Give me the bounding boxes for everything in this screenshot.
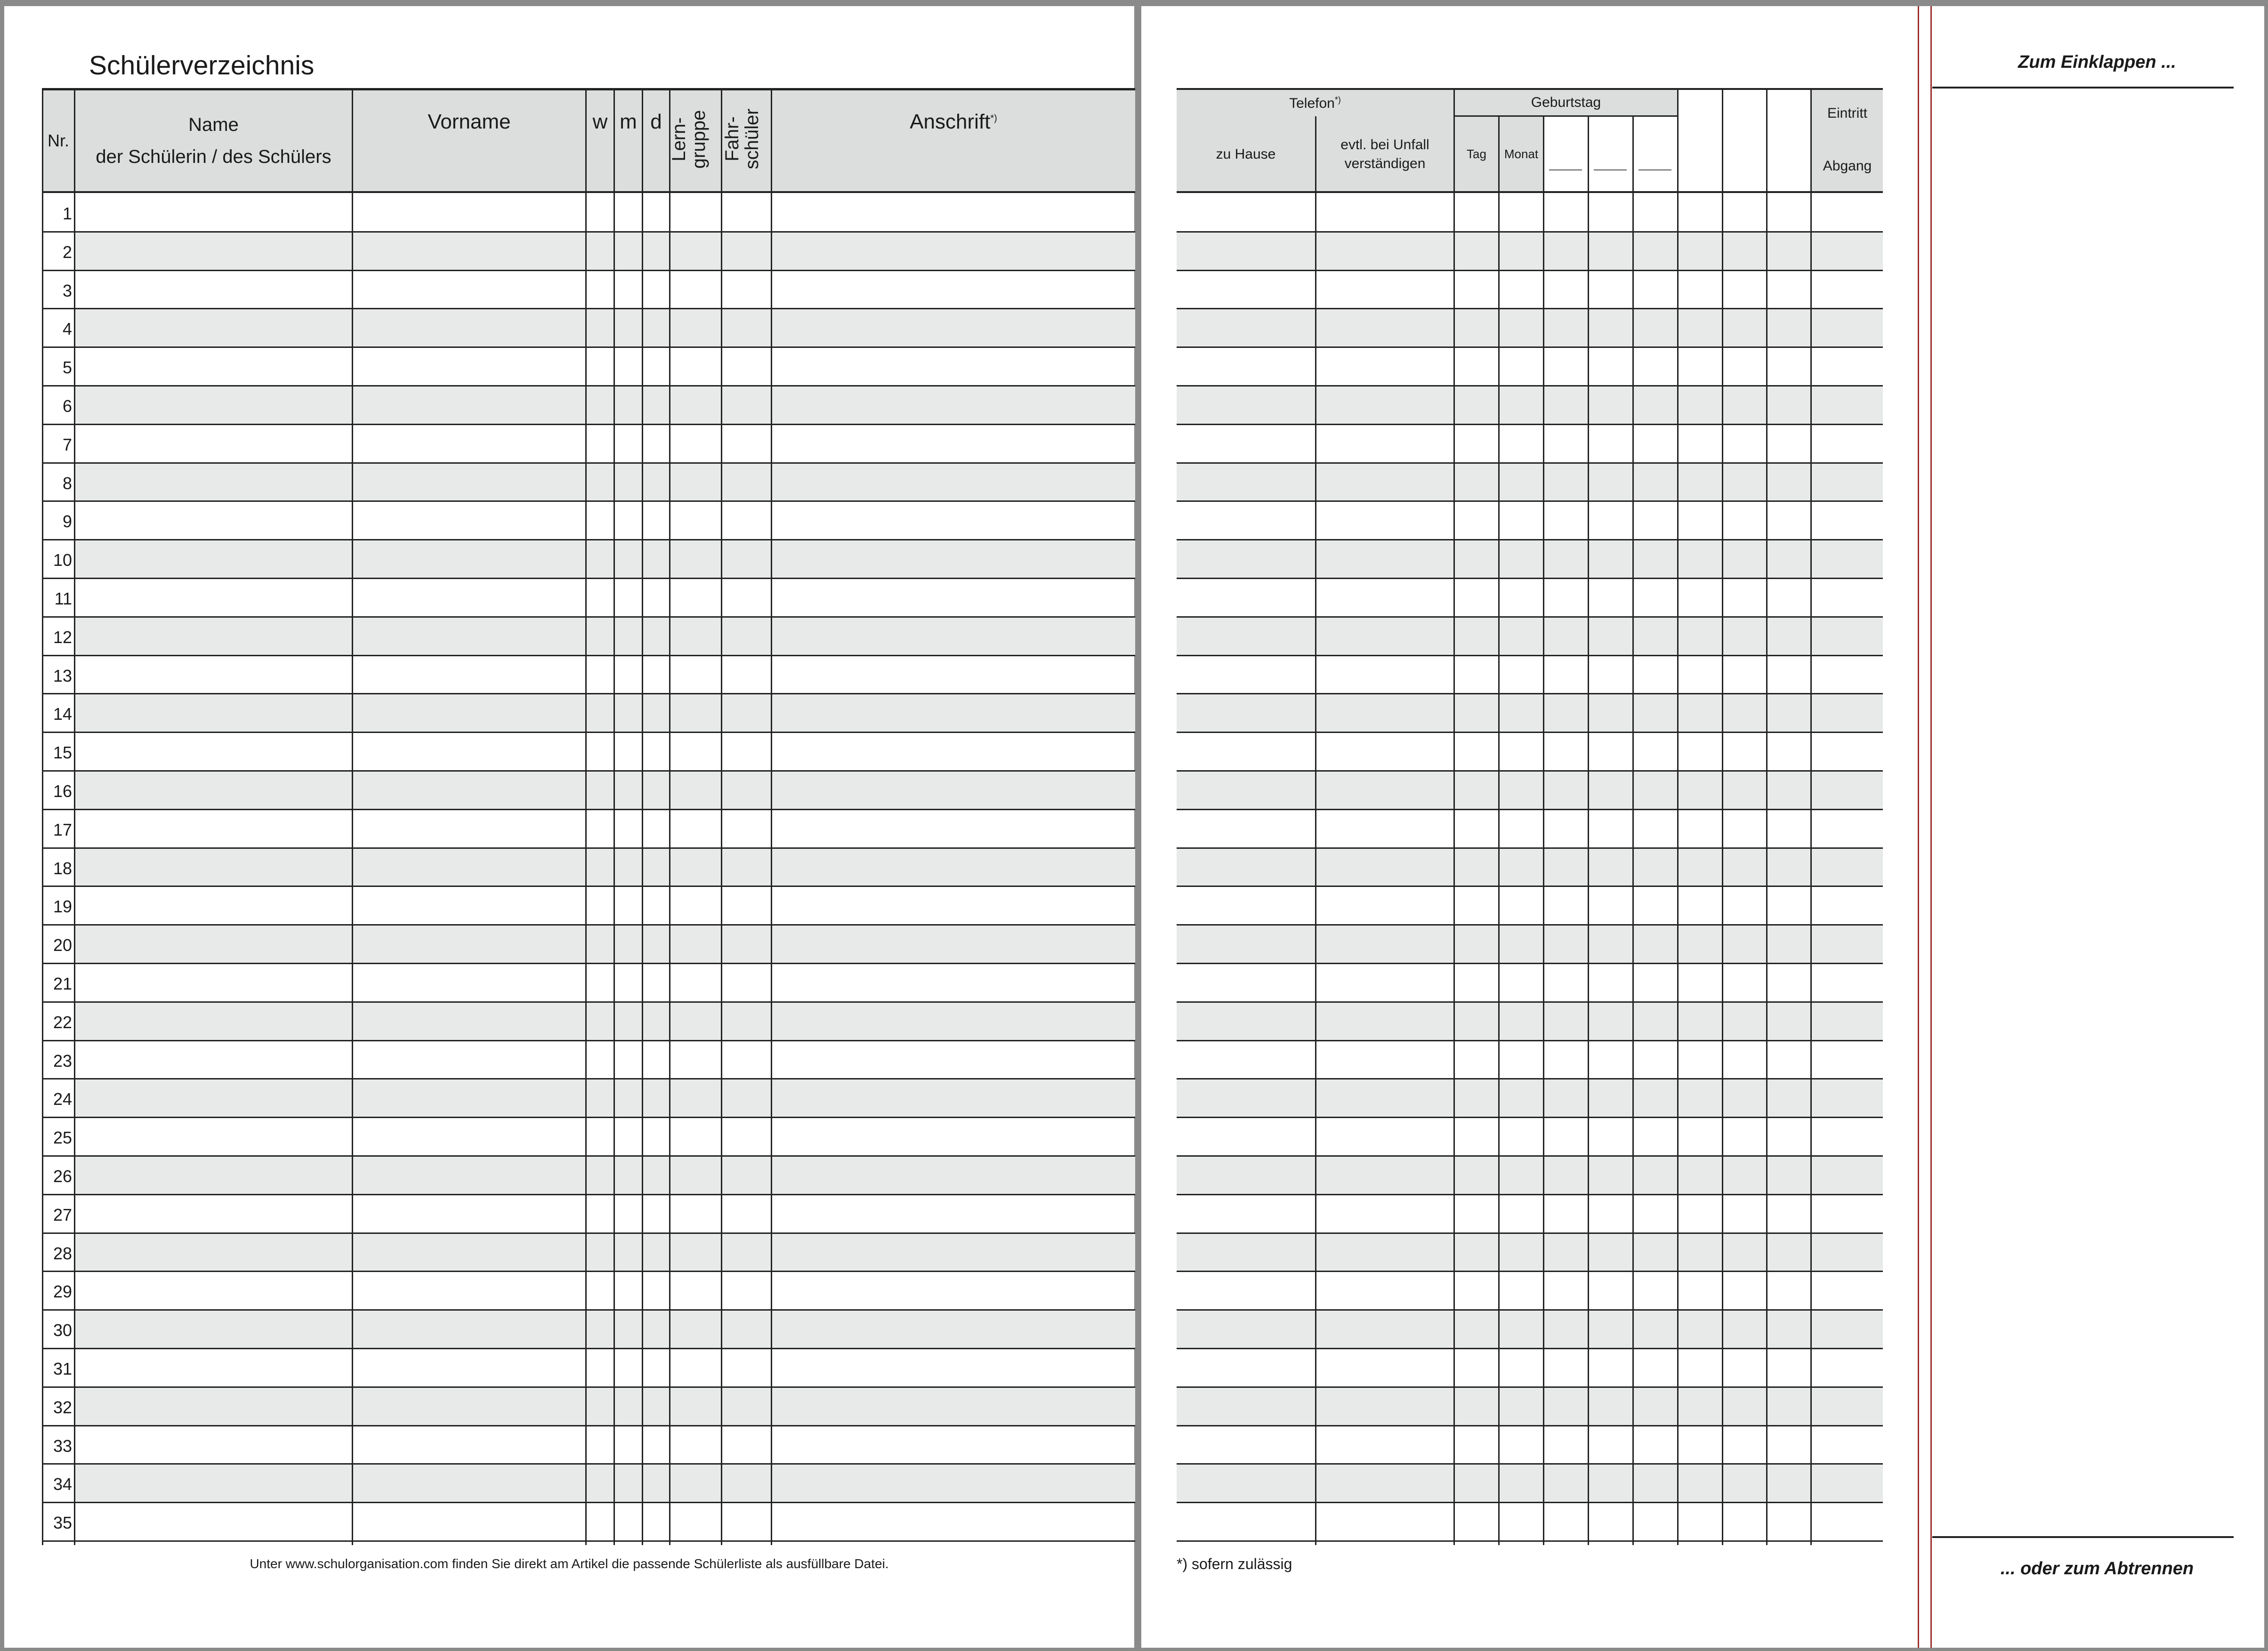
row-line xyxy=(42,1078,1135,1079)
row-line xyxy=(1177,462,1883,464)
col-header-d: d xyxy=(650,110,662,133)
row-number: 19 xyxy=(53,897,72,917)
row-shade xyxy=(75,1002,1135,1040)
row-shade xyxy=(75,1387,1135,1425)
row-shade xyxy=(1177,1002,1883,1040)
row-line xyxy=(42,1155,1135,1157)
col-header-lerngruppe: Lern- gruppe xyxy=(669,110,709,169)
row-number: 30 xyxy=(53,1321,72,1340)
header-blank-birthday-cols xyxy=(1543,116,1679,192)
row-number: 10 xyxy=(53,550,72,570)
row-number: 4 xyxy=(62,319,72,339)
row-line xyxy=(42,346,1135,348)
row-line xyxy=(42,616,1135,618)
row-line xyxy=(42,231,1135,233)
row-number: 15 xyxy=(53,743,72,763)
fold-line-left xyxy=(1918,6,1919,1648)
row-line xyxy=(42,424,1135,425)
row-line xyxy=(1177,770,1883,772)
fold-line-right xyxy=(1930,6,1932,1648)
row-number: 16 xyxy=(53,781,72,801)
flap-top-line xyxy=(1932,87,2234,89)
row-line xyxy=(1177,1348,1883,1349)
row-shade xyxy=(75,463,1135,501)
row-shade xyxy=(75,232,1135,270)
row-line xyxy=(42,1271,1135,1272)
col-line xyxy=(1315,116,1316,1545)
row-line xyxy=(42,924,1135,926)
row-shade xyxy=(75,1310,1135,1348)
row-number: 25 xyxy=(53,1128,72,1148)
flap-label-top: Zum Einklappen ... xyxy=(2018,52,2176,72)
row-line xyxy=(1177,1040,1883,1041)
col-header-unfall: evtl. bei Unfall verständigen xyxy=(1340,137,1429,171)
row-number: 12 xyxy=(53,627,72,647)
col-line xyxy=(771,88,772,1545)
row-line xyxy=(42,1502,1135,1503)
row-line xyxy=(1177,1386,1883,1388)
row-shade xyxy=(1177,386,1883,424)
col-line xyxy=(42,88,43,1545)
row-line xyxy=(42,1425,1135,1426)
row-number: 6 xyxy=(62,396,72,416)
header-bottom-border xyxy=(42,191,1135,193)
row-line xyxy=(42,1540,1135,1542)
row-line xyxy=(42,655,1135,656)
row-line xyxy=(1177,1117,1883,1118)
footer-note: Unter www.schulorganisation.com finden Sie direkt am Artikel die passende Schülerliste als ausfüllbare Datei. xyxy=(250,1556,889,1571)
blank-slot xyxy=(1594,169,1627,170)
col-header-name: Name der Schülerin / des Schülers xyxy=(96,114,331,167)
row-line xyxy=(42,732,1135,733)
row-shade xyxy=(1177,463,1883,501)
row-line xyxy=(42,847,1135,849)
row-line xyxy=(1177,424,1883,425)
row-shade xyxy=(75,308,1135,347)
col-header-zu-hause: zu Hause xyxy=(1216,146,1276,162)
header-bottom-border xyxy=(1177,191,1883,193)
col-line xyxy=(669,88,670,1545)
row-number: 14 xyxy=(53,704,72,724)
col-line xyxy=(1632,116,1634,1545)
col-line xyxy=(721,88,722,1545)
row-line xyxy=(1177,231,1883,233)
row-line xyxy=(42,770,1135,772)
row-line xyxy=(42,1194,1135,1195)
row-number: 13 xyxy=(53,666,72,685)
row-shade xyxy=(75,693,1135,732)
row-shade xyxy=(1177,1079,1883,1117)
blank-slot xyxy=(1549,169,1582,170)
row-line xyxy=(42,1001,1135,1003)
col-line xyxy=(642,88,643,1545)
row-number: 22 xyxy=(53,1012,72,1032)
row-shade xyxy=(75,1233,1135,1272)
row-number: 20 xyxy=(53,935,72,955)
blank-slot xyxy=(1638,169,1671,170)
geburtstag-divider xyxy=(1453,115,1679,117)
row-line xyxy=(1177,1271,1883,1272)
row-line xyxy=(42,539,1135,540)
row-number: 31 xyxy=(53,1359,72,1378)
row-line xyxy=(42,1040,1135,1041)
row-number: 8 xyxy=(62,473,72,493)
row-line xyxy=(1177,1463,1883,1465)
row-line xyxy=(1177,1502,1883,1503)
row-line xyxy=(1177,1425,1883,1426)
row-shade xyxy=(75,1464,1135,1502)
row-shade xyxy=(1177,1233,1883,1272)
row-line xyxy=(42,1463,1135,1465)
row-shade xyxy=(1177,771,1883,809)
right-page xyxy=(1141,6,2264,1648)
row-line xyxy=(1177,1001,1883,1003)
row-line xyxy=(42,1348,1135,1349)
row-line xyxy=(1177,1540,1883,1542)
row-shade xyxy=(75,1079,1135,1117)
row-shade xyxy=(75,617,1135,655)
row-number: 23 xyxy=(53,1051,72,1071)
row-line xyxy=(1177,886,1883,887)
col-header-geburtstag: Geburtstag xyxy=(1531,95,1601,110)
row-shade xyxy=(75,848,1135,886)
row-number: 17 xyxy=(53,820,72,839)
row-number: 5 xyxy=(62,358,72,378)
row-number: 29 xyxy=(53,1282,72,1302)
col-header-telefon: Telefon*) xyxy=(1289,95,1341,111)
header-blank-area xyxy=(1678,88,1810,116)
col-line xyxy=(1588,116,1589,1545)
col-header-anschrift: Anschrift*) xyxy=(910,110,997,133)
row-shade xyxy=(75,540,1135,578)
row-number: 2 xyxy=(62,242,72,262)
row-line xyxy=(1177,809,1883,810)
col-line xyxy=(613,88,615,1545)
left-page xyxy=(4,6,1134,1648)
row-shade xyxy=(1177,925,1883,963)
row-line xyxy=(42,500,1135,502)
row-shade xyxy=(1177,232,1883,270)
row-line xyxy=(42,1117,1135,1118)
row-number: 26 xyxy=(53,1167,72,1186)
row-number: 27 xyxy=(53,1205,72,1224)
row-number: 11 xyxy=(54,589,72,608)
col-header-monat: Monat xyxy=(1504,147,1539,161)
row-shade xyxy=(1177,1464,1883,1502)
col-line xyxy=(1498,116,1500,1545)
row-shade xyxy=(1177,617,1883,655)
col-line xyxy=(1810,88,1812,1545)
row-shade xyxy=(1177,693,1883,732)
row-line xyxy=(1177,1155,1883,1157)
row-line xyxy=(1177,385,1883,387)
row-line xyxy=(42,385,1135,387)
row-line xyxy=(42,462,1135,464)
col-header-m: m xyxy=(620,110,637,133)
row-number: 24 xyxy=(53,1089,72,1109)
row-number: 32 xyxy=(53,1397,72,1417)
row-line xyxy=(1177,924,1883,926)
row-shade xyxy=(75,771,1135,809)
col-header-nr: Nr. xyxy=(47,130,69,150)
row-line xyxy=(1177,847,1883,849)
row-line xyxy=(1177,963,1883,964)
row-line xyxy=(1177,308,1883,309)
footnote: *) sofern zulässig xyxy=(1177,1555,1292,1572)
row-line xyxy=(42,693,1135,694)
row-number: 3 xyxy=(62,281,72,300)
col-header-vorname: Vorname xyxy=(428,110,511,133)
col-line xyxy=(1543,116,1544,1545)
row-line xyxy=(1177,693,1883,694)
row-number: 9 xyxy=(62,512,72,532)
row-line xyxy=(1177,616,1883,618)
row-line xyxy=(1177,346,1883,348)
col-line xyxy=(352,88,353,1545)
row-line xyxy=(42,270,1135,271)
row-shade xyxy=(1177,848,1883,886)
row-number: 35 xyxy=(53,1513,72,1533)
flap-label-bottom: ... oder zum Abtrennen xyxy=(2000,1559,2194,1579)
col-header-tag: Tag xyxy=(1467,147,1486,161)
col-line xyxy=(1453,88,1455,1545)
col-line xyxy=(1722,88,1723,1545)
row-shade xyxy=(75,925,1135,963)
row-shade xyxy=(75,386,1135,424)
col-header-fahrschueler: Fahr- schüler xyxy=(722,108,762,169)
row-line xyxy=(42,1232,1135,1234)
page-title: Schülerverzeichnis xyxy=(89,50,315,81)
row-line xyxy=(1177,1309,1883,1311)
col-line xyxy=(1677,88,1679,1545)
flap-bottom-line xyxy=(1932,1536,2234,1538)
row-shade xyxy=(1177,1156,1883,1194)
row-shade xyxy=(1177,540,1883,578)
col-header-eintritt: Eintritt xyxy=(1827,105,1868,121)
row-line xyxy=(1177,732,1883,733)
row-line xyxy=(42,809,1135,810)
row-number: 33 xyxy=(53,1436,72,1456)
row-line xyxy=(1177,270,1883,271)
row-shade xyxy=(1177,1387,1883,1425)
row-line xyxy=(1177,500,1883,502)
row-line xyxy=(1177,1232,1883,1234)
row-shade xyxy=(1177,1310,1883,1348)
row-line xyxy=(1177,1194,1883,1195)
row-number: 21 xyxy=(53,974,72,993)
row-shade xyxy=(1177,308,1883,347)
col-line xyxy=(74,88,75,1545)
row-number: 34 xyxy=(53,1474,72,1494)
row-line xyxy=(42,886,1135,887)
row-number: 7 xyxy=(62,435,72,454)
row-line xyxy=(42,1386,1135,1388)
row-line xyxy=(42,1309,1135,1311)
row-line xyxy=(1177,1078,1883,1079)
row-line xyxy=(42,963,1135,964)
row-number: 1 xyxy=(62,204,72,223)
col-line xyxy=(585,88,587,1545)
row-line xyxy=(42,308,1135,309)
col-line xyxy=(1766,88,1768,1545)
header-blank-area xyxy=(1678,116,1810,192)
col-header-abgang: Abgang xyxy=(1823,158,1872,174)
col-header-w: w xyxy=(592,110,608,133)
row-line xyxy=(1177,539,1883,540)
row-line xyxy=(1177,578,1883,579)
row-number: 28 xyxy=(53,1243,72,1263)
row-line xyxy=(42,578,1135,579)
row-shade xyxy=(75,1156,1135,1194)
row-number: 18 xyxy=(53,858,72,878)
row-line xyxy=(1177,655,1883,656)
